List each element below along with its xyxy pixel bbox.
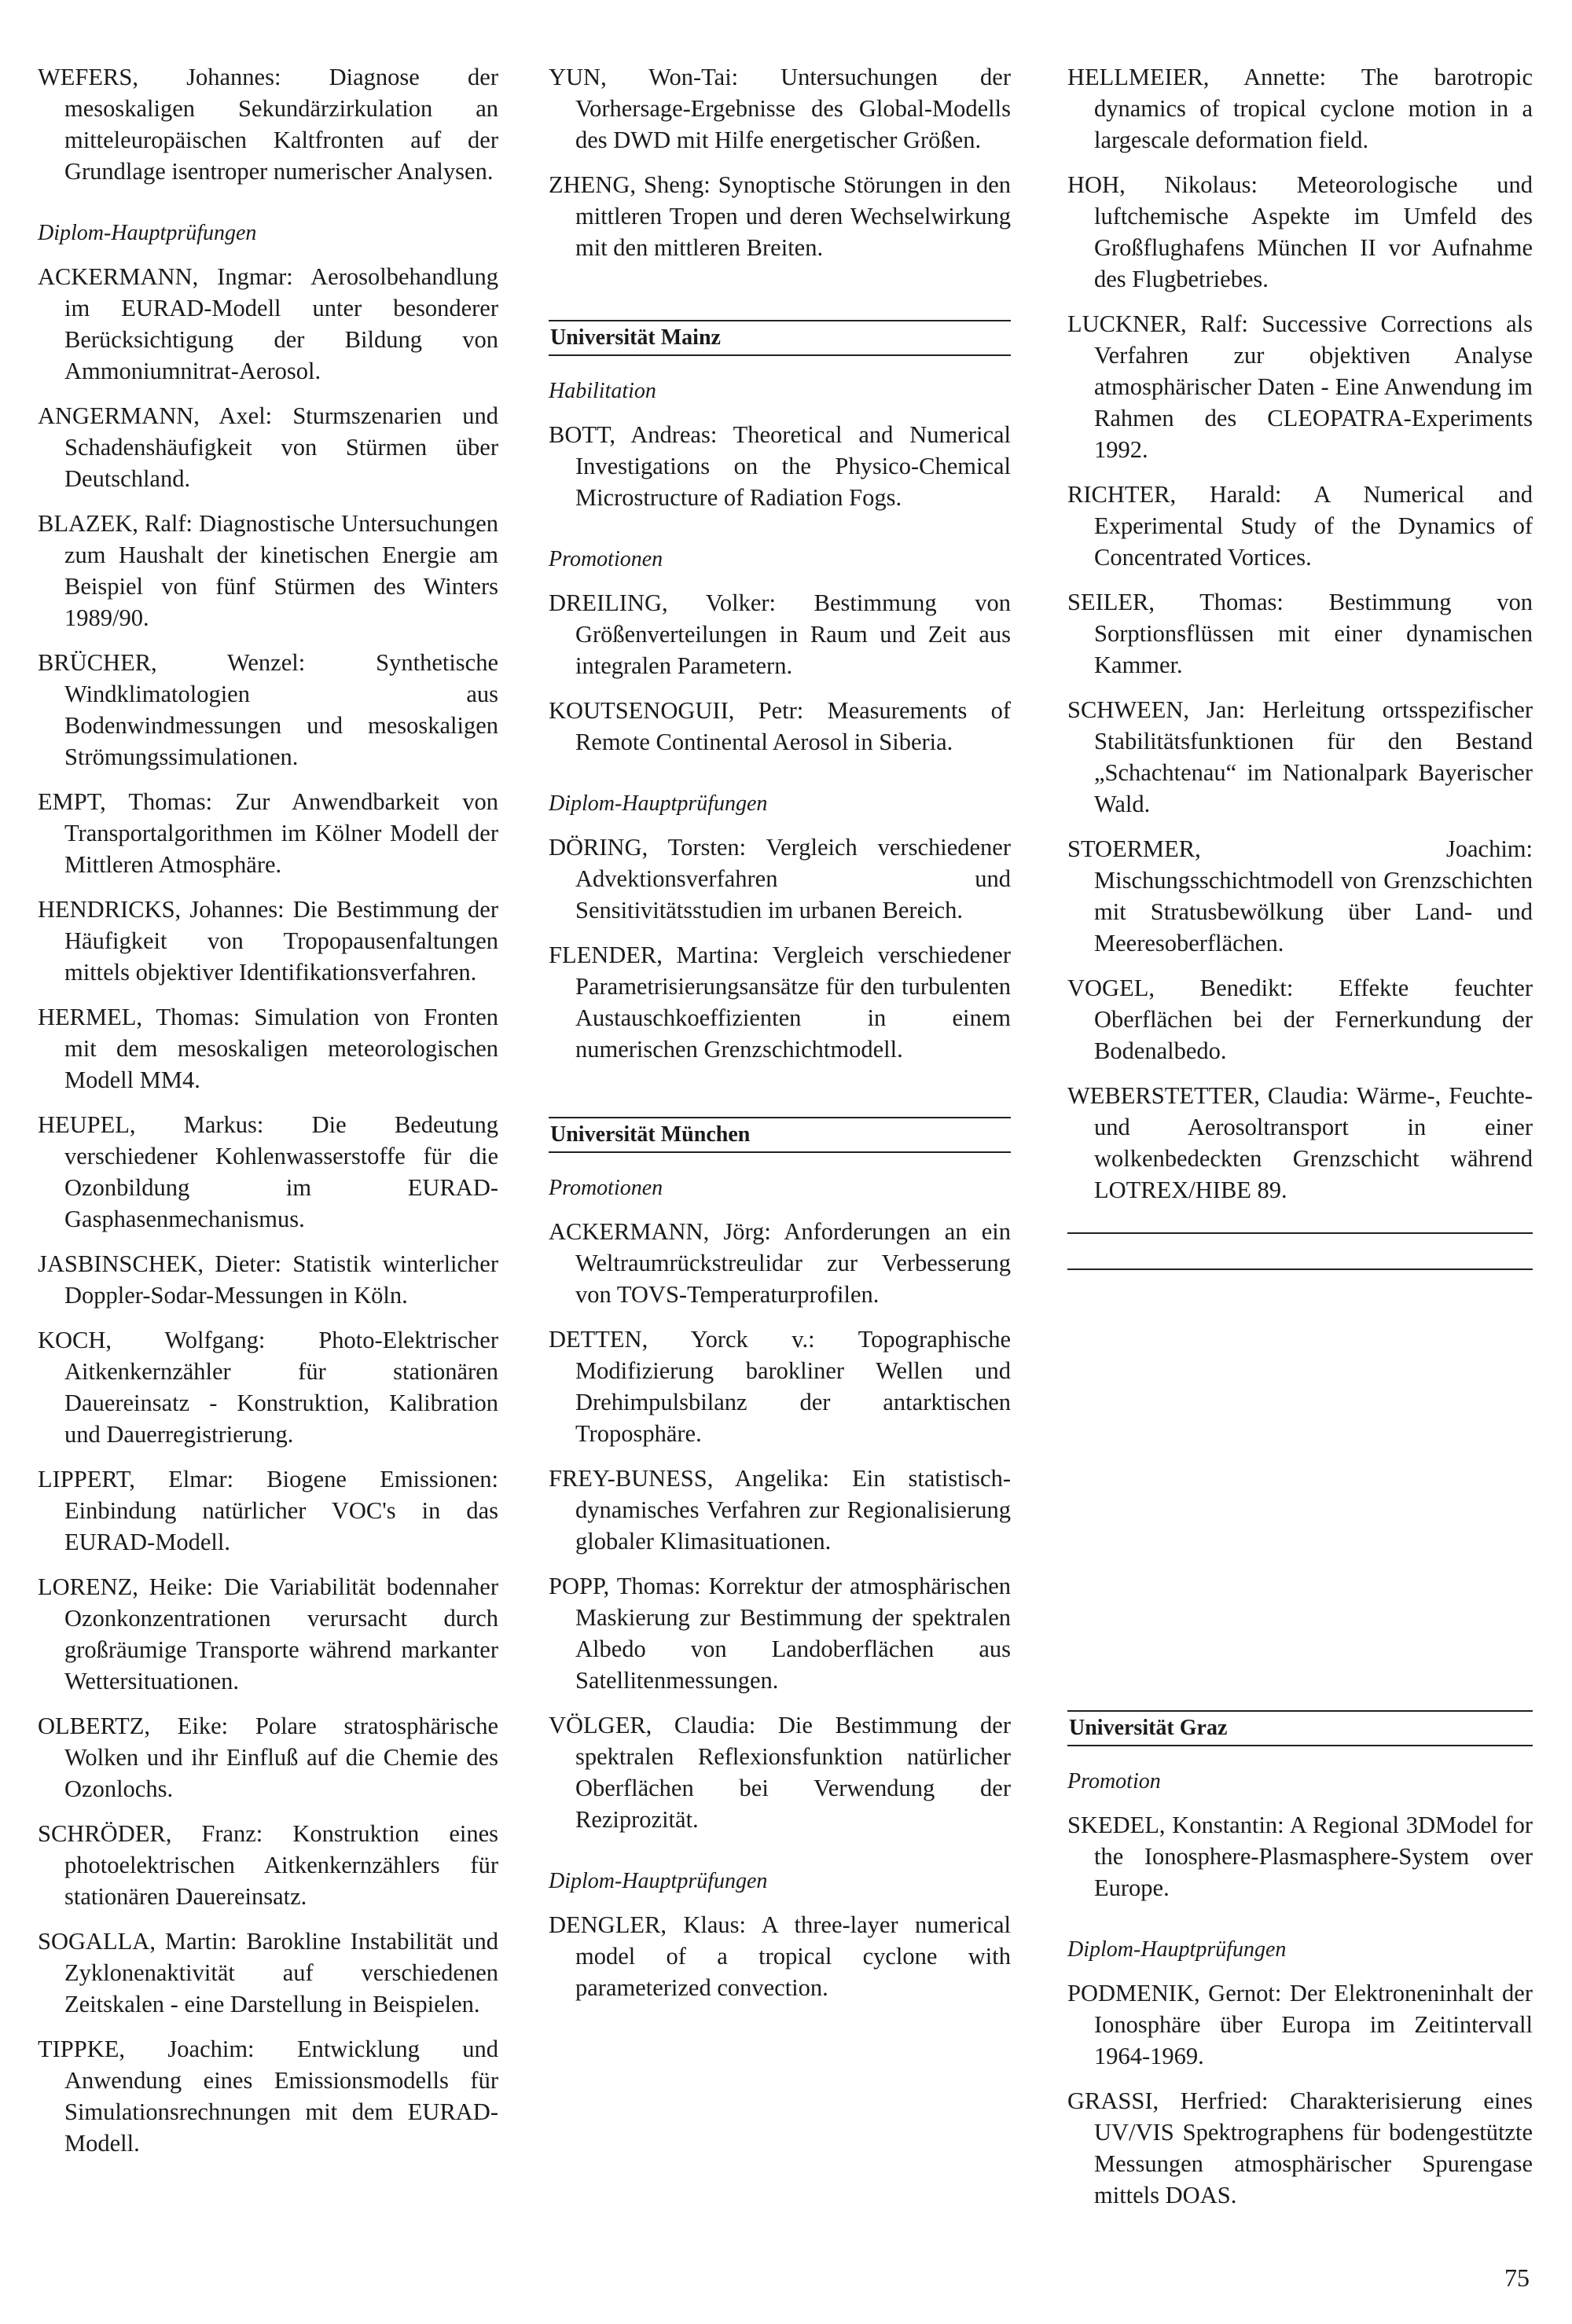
column-3 (1067, 61, 1533, 2224)
thesis-entry: LUCKNER, Ralf: Successive Corrections als Verfahren zur objektiven Analyse atmosphärischer Daten - Eine Anwendung im Rahmen des CLEOPATRA-Experiments 1992. (1067, 310, 1533, 463)
thesis-entry: WEFERS, Johannes: Diagnose der mesoskaligen Sekundärzirkulation an mitteleuropäischen Kaltfronten auf der Grundlage isentroper numerischer Analysen. (38, 64, 498, 185)
thesis-entry: DREILING, Volker: Bestimmung von Größenverteilungen in Raum und Zeit aus integralen Parametern. (549, 589, 1011, 679)
thesis-entry: JASBINSCHEK, Dieter: Statistik winterlicher Doppler-Sodar-Messungen in Köln. (38, 1250, 498, 1309)
column-2 (549, 61, 1011, 2017)
university-heading-mainz: Universität Mainz (549, 320, 1011, 356)
thesis-entry: ZHENG, Sheng: Synoptische Störungen in den mittleren Tropen und deren Wechselwirkung mit den mittleren Breiten. (549, 171, 1011, 261)
thesis-entry: VÖLGER, Claudia: Die Bestimmung der spektralen Reflexionsfunktion natürlicher Oberflächen bei Verwendung der Reziprozität. (549, 1712, 1011, 1833)
thesis-entry: WEBERSTETTER, Claudia: Wärme-, Feuchte- und Aerosoltransport in einer wolkenbedeckten Grenzschicht während LOTREX/HIBE 89. (1067, 1082, 1533, 1203)
section-divider (1067, 1232, 1533, 1234)
thesis-entry: KOCH, Wolfgang: Photo-Elektrischer Aitkenkernzähler für stationären Dauereinsatz - Konstruktion, Kalibration und Dauerregistrierung. (38, 1327, 498, 1448)
thesis-entry: SEILER, Thomas: Bestimmung von Sorptionsflüssen mit einer dynamischen Kammer. (1067, 589, 1533, 678)
thesis-entry: KOUTSENOGUII, Petr: Measurements of Remote Continental Aerosol in Siberia. (549, 697, 1011, 755)
section-divider (1067, 1268, 1533, 1270)
thesis-entry: SKEDEL, Konstantin: A Regional 3DModel for the Ionosphere-Plasmasphere-System over Europe. (1067, 1812, 1533, 1901)
thesis-entry: HERMEL, Thomas: Simulation von Fronten mit dem mesoskaligen meteorologischen Modell MM4. (38, 1004, 498, 1093)
thesis-entry: POPP, Thomas: Korrektur der atmosphärischen Maskierung zur Bestimmung der spektralen Albedo von Landoberflächen aus Satellitenmessungen. (549, 1573, 1011, 1694)
thesis-entry: ACKERMANN, Ingmar: Aerosolbehandlung im EURAD-Modell unter besonderer Berücksichtigung der Bildung von Ammoniumnitrat-Aerosol. (38, 263, 498, 384)
section-heading-promotion: Promotion (1067, 1769, 1161, 1793)
page-number: 75 (1504, 2263, 1530, 2292)
thesis-entry: BOTT, Andreas: Theoretical and Numerical Investigations on the Physico-Chemical Microstructure of Radiation Fogs. (549, 421, 1011, 511)
thesis-entry: ANGERMANN, Axel: Sturmszenarien und Schadenshäufigkeit von Stürmen über Deutschland. (38, 402, 498, 492)
university-heading-muenchen: Universität München (549, 1117, 1011, 1153)
thesis-entry: FREY-BUNESS, Angelika: Ein statistisch-dynamisches Verfahren zur Regionalisierung globaler Klimasituationen. (549, 1465, 1011, 1555)
thesis-entry: ACKERMANN, Jörg: Anforderungen an ein Weltraumrückstreulidar zur Verbesserung von TOVS-Temperaturprofilen. (549, 1218, 1011, 1308)
thesis-entry: BLAZEK, Ralf: Diagnostische Untersuchungen zum Haushalt der kinetischen Energie am Beispiel von fünf Stürmen des Winters 1989/90. (38, 510, 498, 631)
section-heading-promotionen: Promotionen (549, 1176, 663, 1200)
thesis-entry: YUN, Won-Tai: Untersuchungen der Vorhersage-Ergebnisse des Global-Modells des DWD mit Hilfe energetischer Größen. (549, 64, 1011, 153)
thesis-entry: DENGLER, Klaus: A three-layer numerical model of a tropical cyclone with parameterized convection. (549, 1911, 1011, 2001)
thesis-entry: DETTEN, Yorck v.: Topographische Modifizierung barokliner Wellen und Drehimpulsbilanz der antarktischen Troposphäre. (549, 1326, 1011, 1447)
thesis-entry: LORENZ, Heike: Die Variabilität bodennaher Ozonkonzentrationen verursacht durch großräumige Transporte während markanter Wettersituationen. (38, 1573, 498, 1694)
thesis-entry: LIPPERT, Elmar: Biogene Emissionen: Einbindung natürlicher VOC's in das EURAD-Modell. (38, 1466, 498, 1555)
thesis-entry: DÖRING, Torsten: Vergleich verschiedener Advektionsverfahren und Sensitivitätsstudien im urbanen Bereich. (549, 834, 1011, 923)
thesis-entry: EMPT, Thomas: Zur Anwendbarkeit von Transportalgorithmen im Kölner Modell der Mittleren Atmosphäre. (38, 788, 498, 878)
thesis-entry: TIPPKE, Joachim: Entwicklung und Anwendung eines Emissionsmodells für Simulationsrechnungen mit dem EURAD-Modell. (38, 2036, 498, 2157)
section-heading-diplom: Diplom-Hauptprüfungen (38, 221, 257, 245)
thesis-entry: RICHTER, Harald: A Numerical and Experimental Study of the Dynamics of Concentrated Vortices. (1067, 481, 1533, 571)
thesis-entry: GRASSI, Herfried: Charakterisierung eines UV/VIS Spektrographens für bodengestützte Messungen atmosphärischer Spurengase mittels DOAS. (1067, 2087, 1533, 2208)
thesis-entry: HOH, Nikolaus: Meteorologische und luftchemische Aspekte im Umfeld des Großflughafens München II vor Aufnahme des Flugbetriebes. (1067, 171, 1533, 292)
thesis-entry: PODMENIK, Gernot: Der Elektroneninhalt der Ionosphäre über Europa im Zeitintervall 1964-1969. (1067, 1980, 1533, 2069)
thesis-entry: STOERMER, Joachim: Mischungsschichtmodell von Grenzschichten mit Stratusbewölkung über Land- und Meeresoberflächen. (1067, 835, 1533, 956)
column-1 (38, 61, 498, 2172)
thesis-entry: HEUPEL, Markus: Die Bedeutung verschiedener Kohlenwasserstoffe für die Ozonbildung im EURAD-Gasphasenmechanismus. (38, 1111, 498, 1232)
university-heading-graz: Universität Graz (1067, 1710, 1533, 1746)
section-heading-diplom: Diplom-Hauptprüfungen (1067, 1937, 1287, 1962)
section-heading-habilitation: Habilitation (549, 379, 656, 403)
thesis-entry: HENDRICKS, Johannes: Die Bestimmung der Häufigkeit von Tropopausenfaltungen mittels objektiver Identifikationsverfahren. (38, 896, 498, 986)
section-heading-promotionen: Promotionen (549, 547, 663, 571)
section-heading-diplom: Diplom-Hauptprüfungen (549, 791, 768, 816)
thesis-entry: SCHRÖDER, Franz: Konstruktion eines photoelektrischen Aitkenkernzählers für stationären Dauereinsatz. (38, 1820, 498, 1910)
thesis-entry: VOGEL, Benedikt: Effekte feuchter Oberflächen bei der Fernerkundung der Bodenalbedo. (1067, 975, 1533, 1064)
thesis-entry: SOGALLA, Martin: Barokline Instabilität und Zyklonenaktivität auf verschiedenen Zeitskalen - eine Darstellung in Beispielen. (38, 1928, 498, 2017)
thesis-entry: HELLMEIER, Annette: The barotropic dynamics of tropical cyclone motion in a largescale deformation field. (1067, 64, 1533, 153)
thesis-entry: SCHWEEN, Jan: Herleitung ortsspezifischer Stabilitätsfunktionen für den Bestand „Schachtenau“ im Nationalpark Bayerischer Wald. (1067, 696, 1533, 817)
thesis-entry: OLBERTZ, Eike: Polare stratosphärische Wolken und ihr Einfluß auf die Chemie des Ozonlochs. (38, 1713, 498, 1802)
section-heading-diplom: Diplom-Hauptprüfungen (549, 1869, 768, 1893)
thesis-entry: BRÜCHER, Wenzel: Synthetische Windklimatologien aus Bodenwindmessungen und mesoskaligen Strömungssimulationen. (38, 649, 498, 770)
thesis-entry: FLENDER, Martina: Vergleich verschiedener Parametrisierungsansätze für den turbulenten Austauschkoeffizienten in einem numerischen Grenzschichtmodell. (549, 942, 1011, 1063)
